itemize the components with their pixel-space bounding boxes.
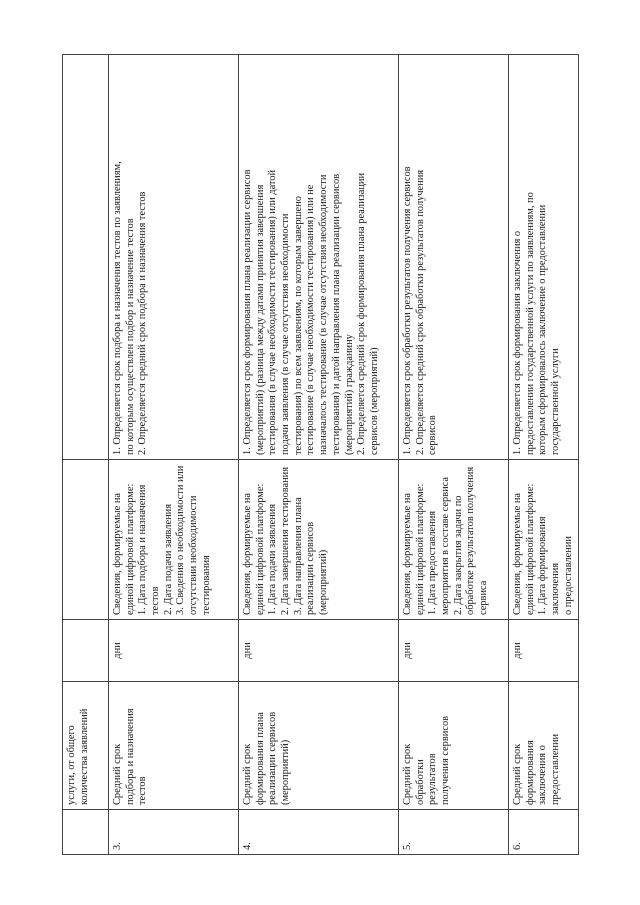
text-line: Сведения, формируемые на (402, 492, 413, 615)
text-line: мероприятия в составе сервиса (440, 476, 452, 615)
text-line: сервиса (478, 580, 490, 615)
text-line: единой цифровой платформе: (124, 483, 136, 615)
cell-method (509, 55, 579, 460)
table-row (509, 55, 579, 855)
text-line: 2. Определяется средний срок подбора и назначения тестов (137, 191, 149, 455)
text-line: (мероприятий) гражданину (343, 334, 355, 455)
cell-indicator-name (239, 682, 399, 810)
text-line: 1. Определяется срок подбора и назначения тестов по заявлениям, (112, 161, 123, 455)
cell-number: 6. (509, 810, 579, 855)
cell-method (399, 55, 509, 460)
text-line: Средний срок (242, 743, 253, 805)
text-line: обработки (414, 759, 426, 805)
text-line: (мероприятий) (280, 739, 292, 805)
table-row (239, 55, 399, 855)
text-line: результатов (427, 753, 439, 805)
cell-source (239, 460, 399, 620)
cell-number: 4. (239, 810, 399, 855)
text-line: тестирования) по всем заявлениям, по которым завершено (292, 196, 304, 455)
text-line: сервисов (427, 415, 439, 455)
text-line: предоставлении (550, 733, 562, 805)
text-line: 1. Дата подбора и назначения (137, 484, 149, 615)
text-line: 2. Дата закрытия задачи по (452, 495, 464, 615)
cell-indicator-name (399, 682, 509, 810)
text-line: Сведения, формируемые на (242, 492, 253, 615)
text-line: 1. Определяется срок формирования заключения о (512, 230, 523, 455)
text-line: единой цифровой платформе: (254, 483, 266, 615)
cell-method (109, 55, 239, 460)
text-line: тестов (137, 776, 149, 805)
text-line: обработке результатов получения (465, 466, 477, 615)
cell-indicator-name (109, 682, 239, 810)
indicators-table (62, 54, 579, 855)
text-line: единой цифровой платформе: (524, 483, 536, 615)
text-line: назначалось тестирование (в случае отсутствия необходимости (318, 174, 330, 455)
text-line: 1. Дата подачи заявления (267, 504, 279, 615)
text-line: 1. Дата формирования заключения (537, 516, 562, 615)
cell-source (63, 460, 109, 620)
text-line: 2. Определяется средний срок обработки результатов получения (414, 169, 426, 455)
cell-unit: дни (239, 620, 399, 682)
text-line: которым сформировалось заключение о предоставлении (537, 204, 549, 455)
text-line: тестирования (в случае необходимости тестирования) или датой (267, 169, 279, 455)
text-line: подачи заявления (в случае отсутствия необходимости (280, 213, 292, 455)
text-line: Средний срок (512, 743, 523, 805)
cell-number: 5. (399, 810, 509, 855)
text-line: Средний срок (402, 743, 413, 805)
text-line: количества заявлений (78, 708, 90, 805)
text-line: по которым осуществлен подбор и назначение тестов (124, 218, 136, 455)
text-line: тестирование (в случае необходимости тестирования) или не (305, 184, 317, 455)
text-line: реализации сервисов (305, 521, 317, 615)
cell-method (239, 55, 399, 460)
text-line: 2. Определяется средний срок формирования плана реализации (356, 172, 368, 455)
table-row-continuation (63, 55, 109, 855)
text-line: сервисов (мероприятий) (368, 347, 380, 455)
text-line: реализации сервисов (267, 711, 279, 805)
text-line: предоставлении государственной услуги по заявлениям, по (524, 192, 536, 455)
table-row (399, 55, 509, 855)
cell-source (509, 460, 579, 620)
cell-source (399, 460, 509, 620)
text-line: (мероприятий) (разница между датами принятия завершения (254, 184, 266, 455)
cell-unit: дни (399, 620, 509, 682)
text-line: Сведения, формируемые на (112, 492, 123, 615)
cell-unit: дни (109, 620, 239, 682)
cell-number (63, 810, 109, 855)
text-line: 3. Дата направления плана (292, 497, 304, 615)
text-line: 1. Определяется срок обработки результатов получения сервисов (402, 166, 413, 455)
text-line: о предоставлении (562, 536, 574, 615)
cell-unit (63, 620, 109, 682)
cell-unit: дни (509, 620, 579, 682)
rotated-page-content (62, 55, 574, 855)
cell-number: 3. (109, 810, 239, 855)
text-line: Сведения, формируемые на (512, 492, 523, 615)
text-line: государственной услуги (550, 348, 562, 455)
text-line: 1. Дата предоставления (427, 510, 439, 615)
text-line: получения сервисов (440, 715, 452, 805)
cell-indicator-name (509, 682, 579, 810)
text-line: 2. Дата подачи заявления (162, 504, 174, 615)
text-line: 1. Определяется срок формирования плана реализации сервисов (242, 169, 253, 455)
text-line: 2. Дата завершения тестирования (280, 467, 292, 615)
text-line: формирования (524, 740, 536, 805)
cell-method (63, 55, 109, 460)
text-line: формирования плана (254, 712, 266, 805)
text-line: Средний срок (112, 743, 123, 805)
text-line: тестов (150, 586, 162, 615)
text-line: подбора и назначения (124, 708, 136, 805)
text-line: тестирования) и датой направления плана реализации сервисов (330, 173, 342, 455)
cell-source (109, 460, 239, 620)
cell-indicator-name (63, 682, 109, 810)
text-line: единой цифровой платформе: (414, 483, 426, 615)
text-line: (мероприятий) (318, 549, 330, 615)
text-line: тестирования (200, 555, 212, 615)
table-row (109, 55, 239, 855)
text-line: услуги, от общего (66, 725, 77, 805)
text-line: 3. Сведения о необходимости или (175, 465, 187, 615)
text-line: заключения о (537, 745, 549, 805)
text-line: отсутствии необходимости (188, 495, 200, 615)
